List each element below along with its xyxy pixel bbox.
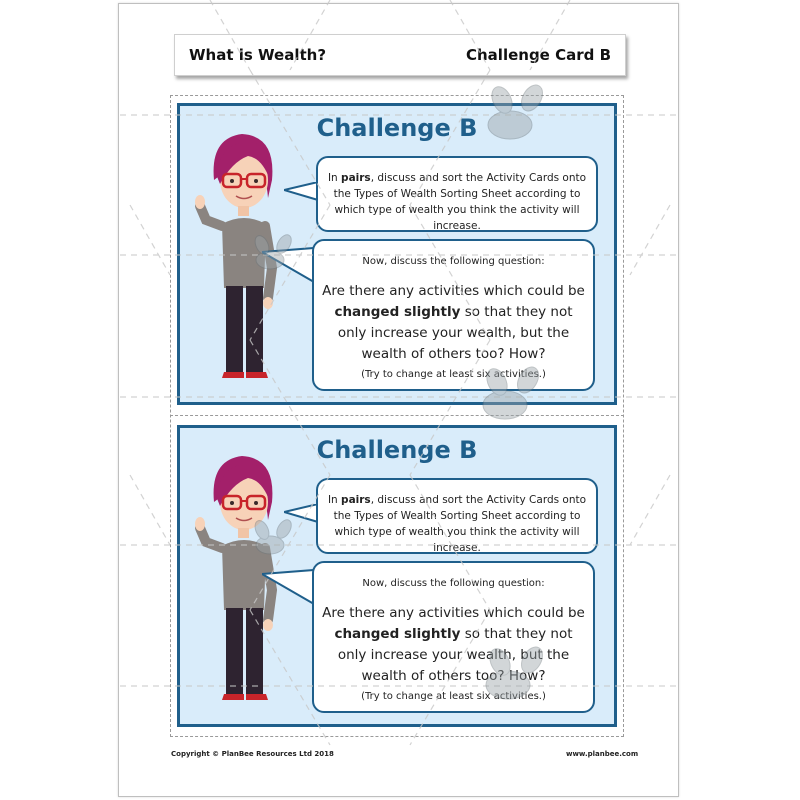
page-title: What is Wealth? [189,46,327,64]
speech-tail [262,246,316,286]
card-title: Challenge B [316,436,478,464]
instruction-text-rest: , discuss and sort the Activity Cards onto the Types of Wealth Sorting Sheet according to which type of wealth you think the activity will increase. [333,494,587,554]
question-bold: changed slightly [334,626,461,642]
cut-line [170,415,624,416]
prompt-text: Now, discuss the following question: [362,256,545,267]
instruction-bubble [316,156,598,232]
note-text: (Try to change at least six activities.) [361,691,546,702]
question-text-rest: so that they not only increase your wealth, but the wealth of others too? How? [337,304,573,362]
question-bubble [312,561,595,713]
speech-tail [262,568,316,608]
instruction-bubble [316,478,598,554]
instruction-text: In [327,172,342,184]
question-text-part: Are there any activities which could be [322,283,585,299]
header-bar [174,34,626,76]
note-text: (Try to change at least six activities.) [361,369,546,380]
question-text [322,281,585,365]
instruction-bold: pairs [341,494,371,506]
card-label: Challenge Card B [466,46,611,64]
question-text [322,603,585,687]
question-text-part: Are there any activities which could be [322,605,585,621]
card-title: Challenge B [316,114,478,142]
prompt-text: Now, discuss the following question: [362,578,545,589]
instruction-bold: pairs [341,172,371,184]
question-text-rest: so that they not only increase your wealth, but the wealth of others too? How? [337,626,573,684]
challenge-card [177,425,617,727]
copyright-text: Copyright © PlanBee Resources Ltd 2018 [171,750,334,758]
instruction-text-rest: , discuss and sort the Activity Cards onto the Types of Wealth Sorting Sheet according to which type of wealth you think the activity will increase. [333,172,587,232]
instruction-text: In [327,494,342,506]
website-link[interactable]: www.planbee.com [566,750,639,758]
question-bold: changed slightly [334,304,461,320]
question-bubble [312,239,595,391]
challenge-card [177,103,617,405]
